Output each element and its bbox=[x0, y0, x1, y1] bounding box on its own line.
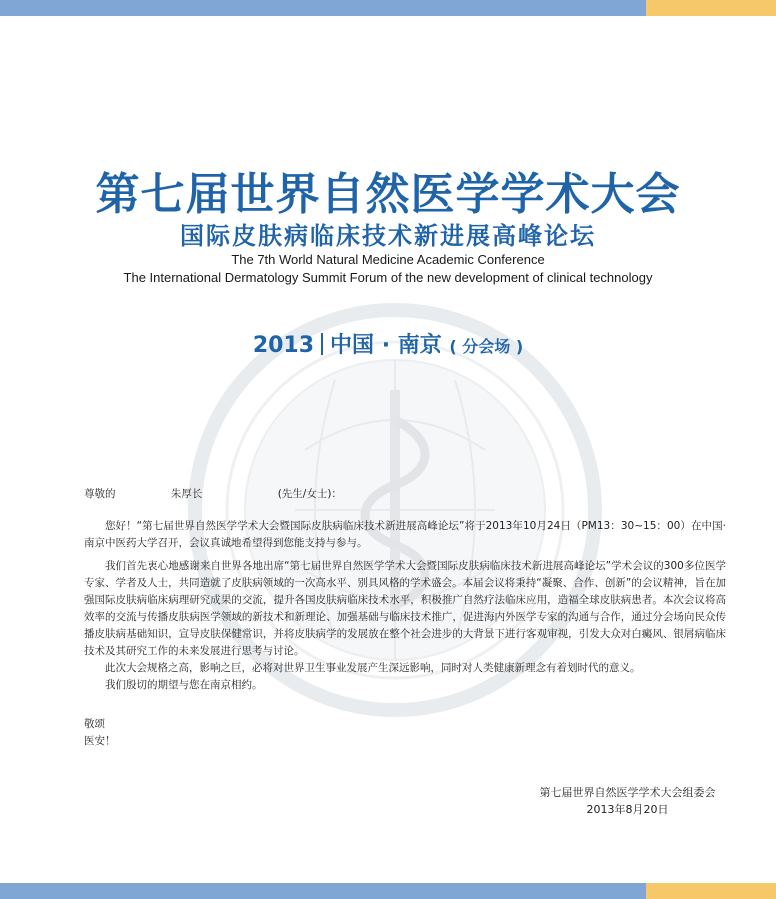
top-bar-blue-segment bbox=[0, 0, 646, 16]
date-location bbox=[0, 328, 776, 359]
event-place: 中国 · 南京 bbox=[330, 333, 442, 358]
salutation-prefix: 尊敬的 bbox=[84, 488, 116, 500]
letter-body bbox=[84, 518, 726, 694]
salutation bbox=[84, 486, 684, 503]
closing bbox=[84, 716, 116, 750]
top-color-bar bbox=[0, 0, 776, 16]
bottom-color-bar bbox=[0, 883, 776, 899]
bottom-bar-blue-segment bbox=[0, 883, 646, 899]
paragraph-3: 此次大会规格之高，影响之巨，必将对世界卫生事业发展产生深远影响，同时对人类健康新理念有着划时代的意义。 bbox=[105, 662, 641, 674]
paragraph-2: 我们首先衷心地感谢来自世界各地出席“第七届世界自然医学学术大会暨国际皮肤病临床技术新进展高峰论坛”学术会议的300多位医学专家、学者及人士，共同造就了皮肤病领域的一次高水平、别具风格的学术盛会。本届会议将秉持“凝聚、合作、创新”的会议精神，旨在加强国际皮肤病临床病理研究成果的交流，提升各国皮肤病临床技术水平，积极推广自然疗法临床应用，造福全球皮肤病患者。本次会议将高效率的交流与传播皮肤病医学领域的新技术和新理论、加强基础与临床技术推广，促进海内外医学专家的沟通与合作，通过分会场向民众传播皮肤病基础知识，宣导皮肤保健常识，并将皮肤病学的发展放在整个社会进步的大背景下进行客观审视，引发大众对白癜风、银屑病临床技术及其研究工作的未来发展进行思考与讨论。 bbox=[84, 560, 726, 657]
divider-bar bbox=[321, 333, 323, 355]
recipient-name: 朱厚长 bbox=[170, 488, 203, 500]
event-year: 2013 bbox=[252, 333, 315, 358]
event-venue: ( 分会场 ) bbox=[449, 337, 524, 356]
forum-subtitle-cn: 国际皮肤病临床技术新进展高峰论坛 bbox=[180, 222, 596, 250]
paragraph-1: 您好！“第七届世界自然医学学术大会暨国际皮肤病临床技术新进展高峰论坛”将于2013年10月24日（PM13：30~15：00）在中国·南京中医药大学召开，会议真诚地希望得到您能支持与参与。 bbox=[84, 520, 726, 549]
forum-subtitle-en: The International Dermatology Summit Forum of the new development of clinical technology bbox=[123, 270, 653, 285]
conference-title-en: The 7th World Natural Medicine Academic Conference bbox=[231, 252, 545, 267]
paragraph-4: 我们殷切的期望与您在南京相约。 bbox=[105, 679, 263, 691]
honorific: (先生/女士)： bbox=[277, 488, 342, 500]
signature-block bbox=[520, 784, 735, 818]
conference-title-cn: 第七届世界自然医学学术大会 bbox=[95, 169, 681, 220]
signature-date: 2013年8月20日 bbox=[586, 803, 669, 816]
bottom-bar-gold-segment bbox=[646, 883, 776, 899]
closing-line-1: 敬颂 bbox=[84, 718, 105, 730]
closing-line-2: 医安！ bbox=[84, 735, 116, 747]
top-bar-gold-segment bbox=[646, 0, 776, 16]
signature-org: 第七届世界自然医学学术大会组委会 bbox=[539, 786, 716, 799]
